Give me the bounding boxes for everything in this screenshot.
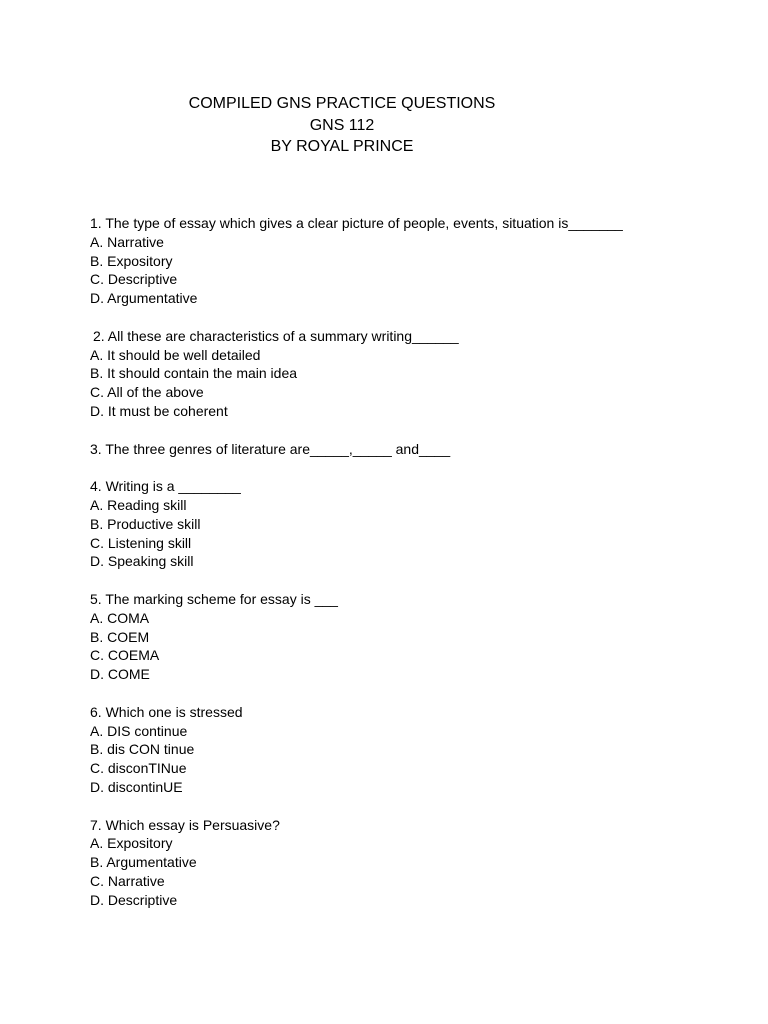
question-2 [90,327,730,421]
question-3 [90,440,730,459]
option-b: B. Productive skill [90,515,201,532]
option-d: D. discontinUE [90,778,183,795]
question-4 [90,477,730,571]
option-b: B. COEM [90,628,150,645]
title-line-2: GNS 112 [309,116,375,134]
question-7 [90,816,730,910]
option-b: B. Argumentative [90,854,197,871]
option-a: A. Narrative [90,233,164,250]
option-c: C. All of the above [90,384,204,401]
title-line-1: COMPILED GNS PRACTICE QUESTIONS [188,95,496,112]
option-a: A. COMA [90,609,150,626]
option-c: C. Listening skill [90,534,192,551]
option-d: D. Speaking skill [90,553,194,570]
question-6 [90,703,730,797]
option-a: A. It should be well detailed [90,346,261,363]
option-b: B. dis CON tinue [90,741,195,758]
question-text: 6. Which one is stressed [90,703,243,720]
option-a: A. DIS continue [90,722,188,739]
option-d: D. Argumentative [90,290,198,307]
question-text: 2. All these are characteristics of a summary writing______ [93,327,459,344]
title-line-3: BY ROYAL PRINCE [270,138,414,155]
option-c: C. Narrative [90,872,165,889]
option-b: B. It should contain the main idea [90,365,298,382]
question-text: 7. Which essay is Persuasive? [90,816,280,833]
option-a: A. Reading skill [90,496,187,513]
option-c: C. Descriptive [90,271,178,288]
question-list [90,214,730,928]
question-text: 4. Writing is a ________ [90,478,241,495]
option-d: D. It must be coherent [90,402,228,419]
option-c: C. COEMA [90,647,160,664]
question-1 [90,214,730,308]
option-b: B. Expository [90,252,173,269]
question-text: 3. The three genres of literature are_____,_____ and____ [90,440,451,457]
option-c: C. disconTINue [90,760,187,777]
document-title [0,93,684,158]
question-5 [90,590,730,684]
option-d: D. Descriptive [90,891,178,908]
option-d: D. COME [90,666,150,683]
question-text: 1. The type of essay which gives a clear picture of people, events, situation is_______ [90,215,623,231]
question-text: 5. The marking scheme for essay is ___ [90,590,338,607]
option-a: A. Expository [90,835,173,852]
